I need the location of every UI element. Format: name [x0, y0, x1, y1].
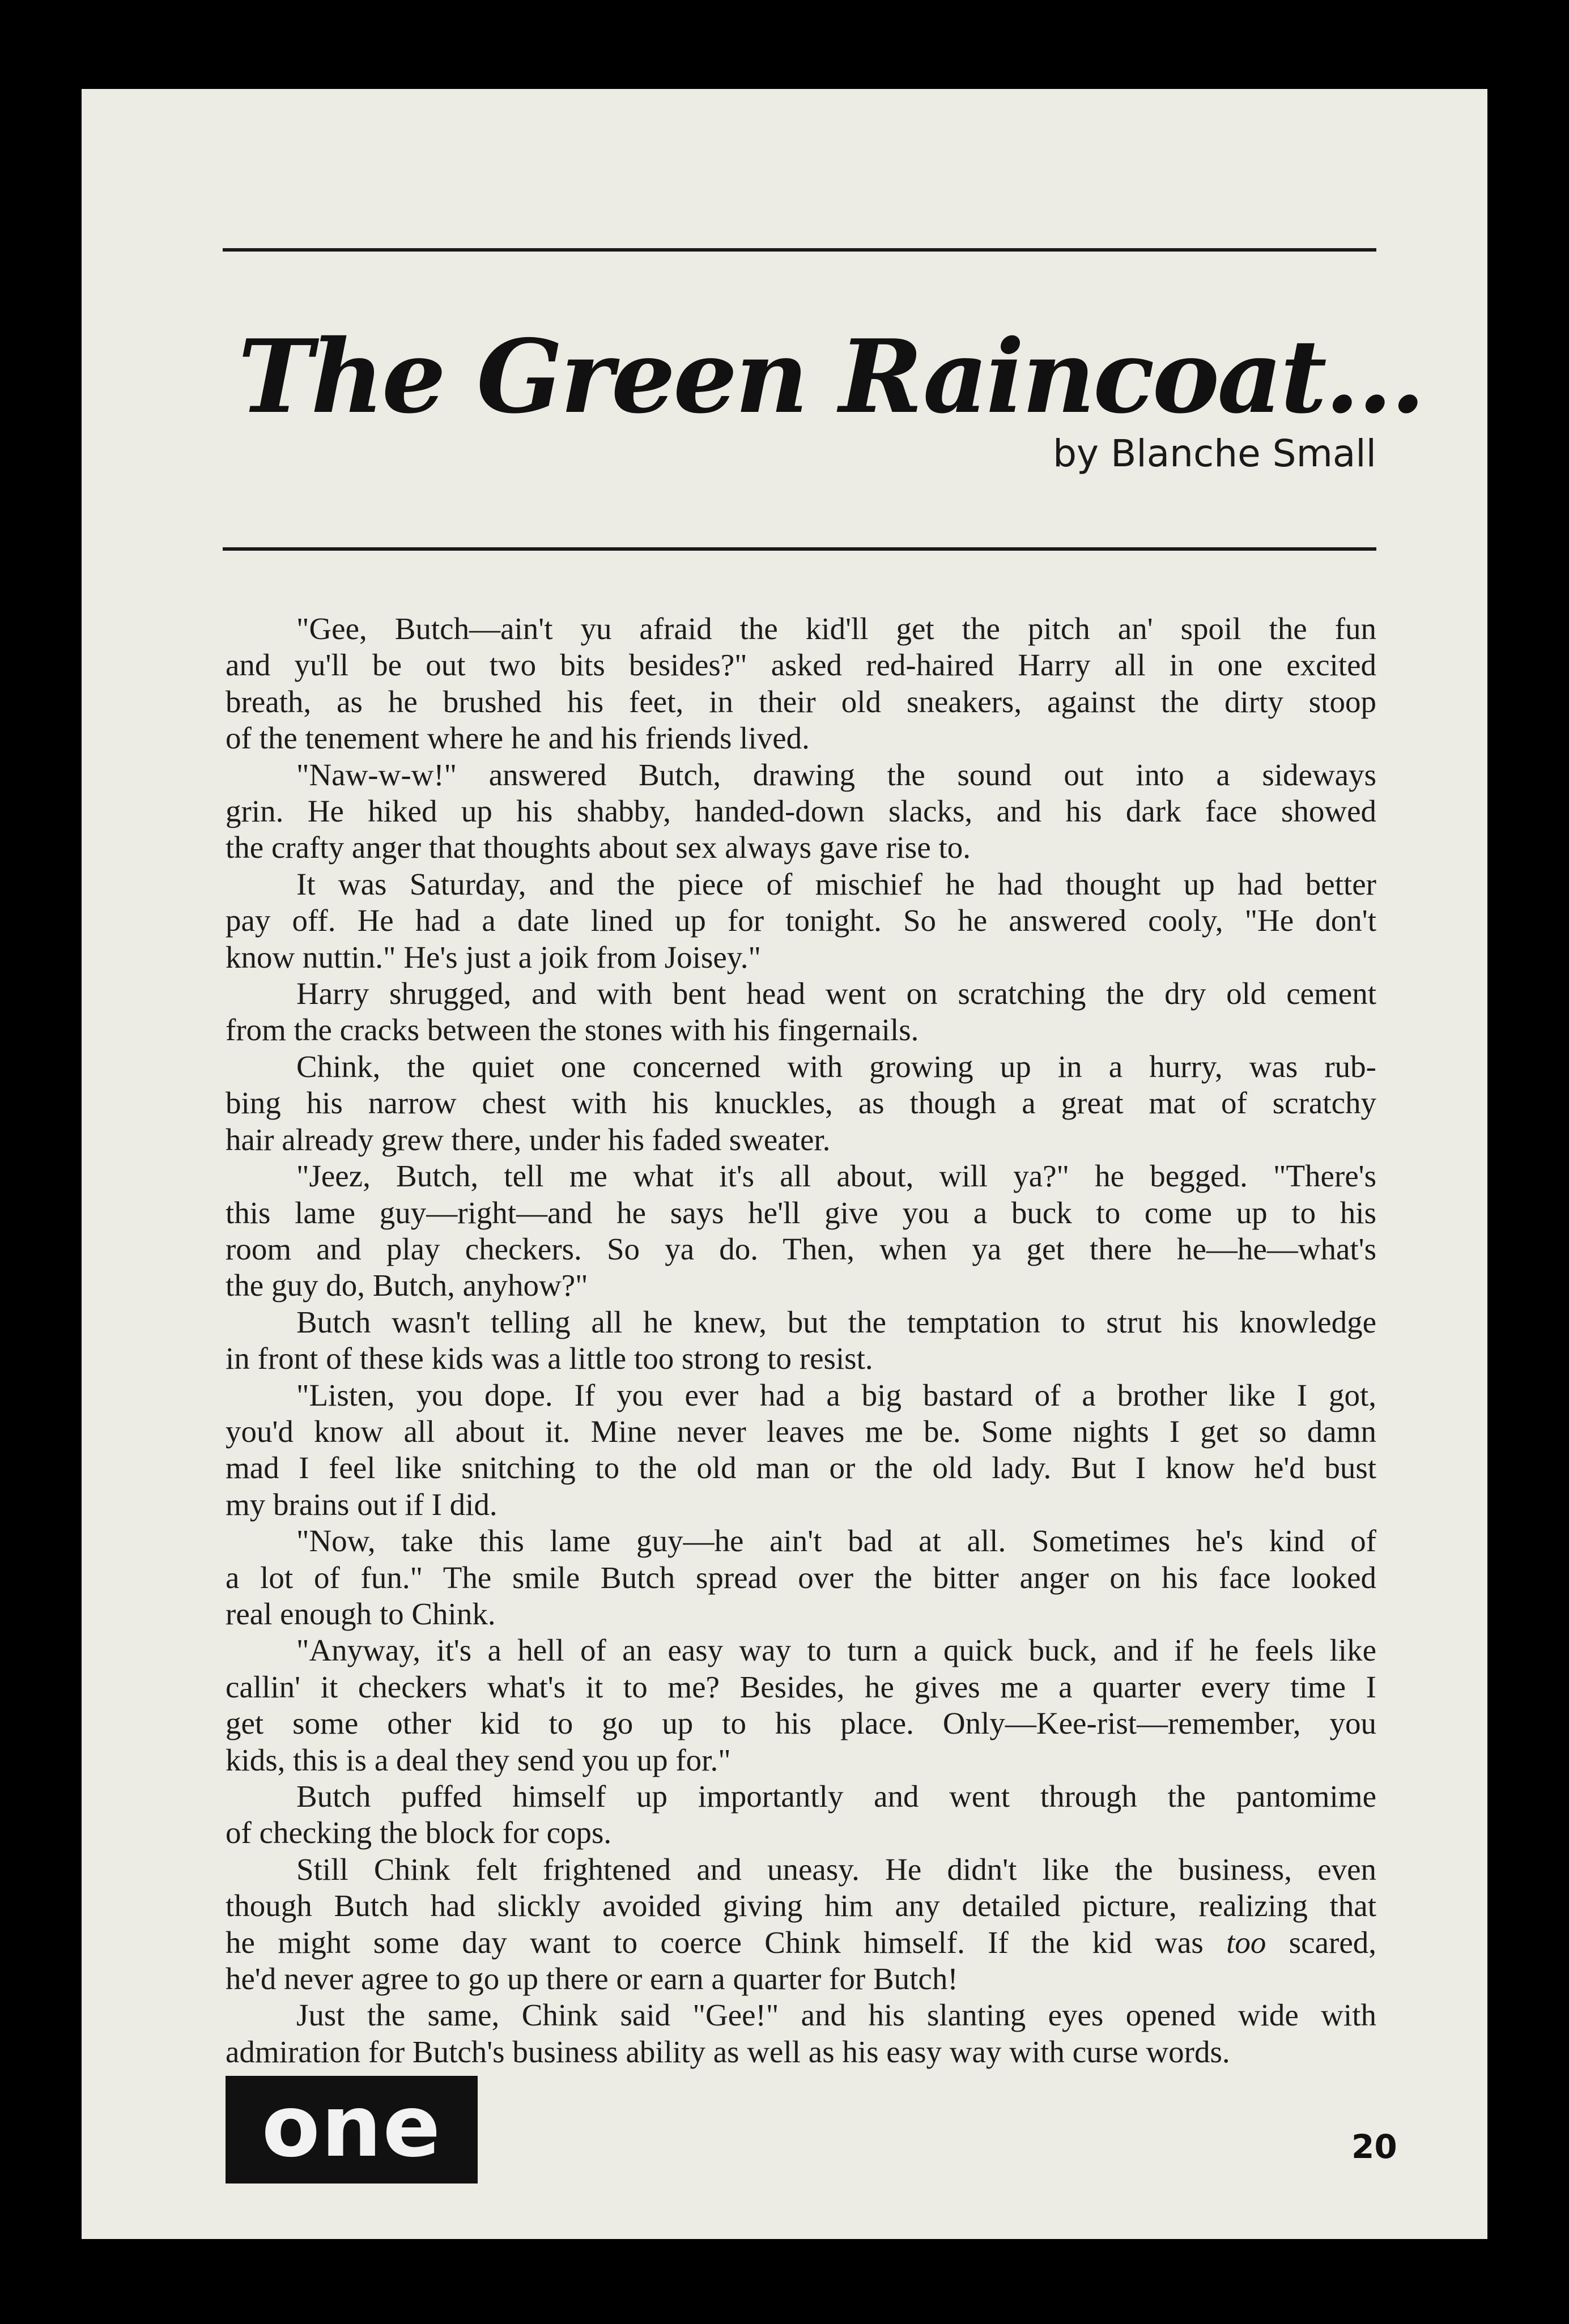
text-line: from the cracks between the stones with his fingernails.: [226, 1012, 919, 1048]
text-line: though Butch had slickly avoided giving him any detailed picture, realizing that: [226, 1888, 1376, 1923]
text-line: my brains out if I did.: [226, 1487, 498, 1522]
text-line: breath, as he brushed his feet, in their old sneakers, against the dirty stoop: [226, 684, 1376, 719]
paragraph: [226, 1304, 1376, 1377]
text-line: the guy do, Butch, anyhow?": [226, 1268, 588, 1303]
text-line: get some other kid to go up to his place. Only—Kee-rist—remember, you: [226, 1706, 1376, 1741]
text-line: admiration for Butch's business ability as well as his easy way with curse words.: [226, 2034, 1230, 2069]
text-line: bing his narrow chest with his knuckles, as though a great mat of scratchy: [226, 1086, 1376, 1121]
text-line: Just the same, Chink said "Gee!" and his slanting eyes opened wide with: [296, 1998, 1376, 2033]
paragraph: [226, 1377, 1376, 1523]
text-line: hair already grew there, under his faded sweater.: [226, 1122, 831, 1157]
text-line: It was Saturday, and the piece of mischief he had thought up had better: [296, 866, 1376, 901]
article-body: [226, 611, 1376, 2070]
bottom-rule: [223, 547, 1376, 551]
text-line: "Jeez, Butch, tell me what it's all about, will ya?" he begged. "There's: [296, 1159, 1376, 1194]
text-line: mad I feel like snitching to the old man or the old lady. But I know he'd bust: [226, 1450, 1376, 1486]
text-line: grin. He hiked up his shabby, handed-down slacks, and his dark face showed: [226, 794, 1376, 829]
text-line: in front of these kids was a little too strong to resist.: [226, 1341, 873, 1376]
text-line: the crafty anger that thoughts about sex always gave rise to.: [226, 830, 971, 865]
text-line: Chink, the quiet one concerned with growing up in a hurry, was rub-: [296, 1049, 1376, 1084]
text-line: of the tenement where he and his friends lived.: [226, 721, 810, 756]
paragraph: [226, 1632, 1376, 1778]
text-line: "Naw-w-w!" answered Butch, drawing the sound out into a sideways: [296, 757, 1376, 792]
text-line: know nuttin." He's just a joik from Joisey.": [226, 939, 761, 974]
text-line: Butch wasn't telling all he knew, but the temptation to strut his knowledge: [296, 1304, 1376, 1339]
paragraph: [226, 1997, 1376, 2070]
paragraph: [226, 1049, 1376, 1158]
paragraph: [226, 757, 1376, 866]
paragraph: [226, 1158, 1376, 1304]
text-line: a lot of fun." The smile Butch spread over the bitter anger on his face looked: [226, 1560, 1376, 1595]
text-line: Butch puffed himself up importantly and went through the pantomime: [296, 1779, 1376, 1814]
text-line: you'd know all about it. Mine never leaves me be. Some nights I get so damn: [226, 1414, 1376, 1449]
text-line: "Now, take this lame guy—he ain't bad at all. Sometimes he's kind of: [296, 1523, 1376, 1559]
text-line: real enough to Chink.: [226, 1596, 496, 1631]
text-line: callin' it checkers what's it to me? Besides, he gives me a quarter every time I: [226, 1669, 1376, 1704]
text-line: he might some day want to coerce Chink himself. If the kid was too scared,: [226, 1925, 1376, 1960]
paragraph: [226, 611, 1376, 757]
text-line: he'd never agree to go up there or earn a quarter for Butch!: [226, 1961, 958, 1997]
text-line: room and play checkers. So ya do. Then, when ya get there he—he—what's: [226, 1231, 1376, 1266]
top-rule: [223, 248, 1376, 252]
text-line: Still Chink felt frightened and uneasy. He didn't like the business, even: [296, 1851, 1376, 1887]
paragraph: [226, 1778, 1376, 1851]
text-line: kids, this is a deal they send you up for.": [226, 1742, 731, 1777]
text-line: "Listen, you dope. If you ever had a big bastard of a brother like I got,: [296, 1377, 1376, 1412]
page-number: 20: [1351, 2127, 1397, 2166]
text-line: and yu'll be out two bits besides?" asked red-haired Harry all in one excited: [226, 648, 1376, 683]
text-line: Harry shrugged, and with bent head went on scratching the dry old cement: [296, 976, 1376, 1011]
text-line: this lame guy—right—and he says he'll give you a buck to come up to his: [226, 1195, 1376, 1230]
paragraph: [226, 1851, 1376, 1998]
magazine-logo: one: [226, 2076, 478, 2183]
text-line: pay off. He had a date lined up for tonight. So he answered cooly, "He don't: [226, 903, 1376, 938]
text-line: "Gee, Butch—ain't yu afraid the kid'll get the pitch an' spoil the fun: [296, 611, 1376, 646]
text-line: of checking the block for cops.: [226, 1815, 612, 1850]
paragraph: [226, 866, 1376, 976]
paragraph: [226, 1523, 1376, 1632]
text-line: "Anyway, it's a hell of an easy way to turn a quick buck, and if he feels like: [296, 1633, 1376, 1668]
byline: by Blanche Small: [1053, 432, 1376, 475]
paragraph: [226, 976, 1376, 1049]
article-title: The Green Raincoat...: [238, 317, 1423, 436]
